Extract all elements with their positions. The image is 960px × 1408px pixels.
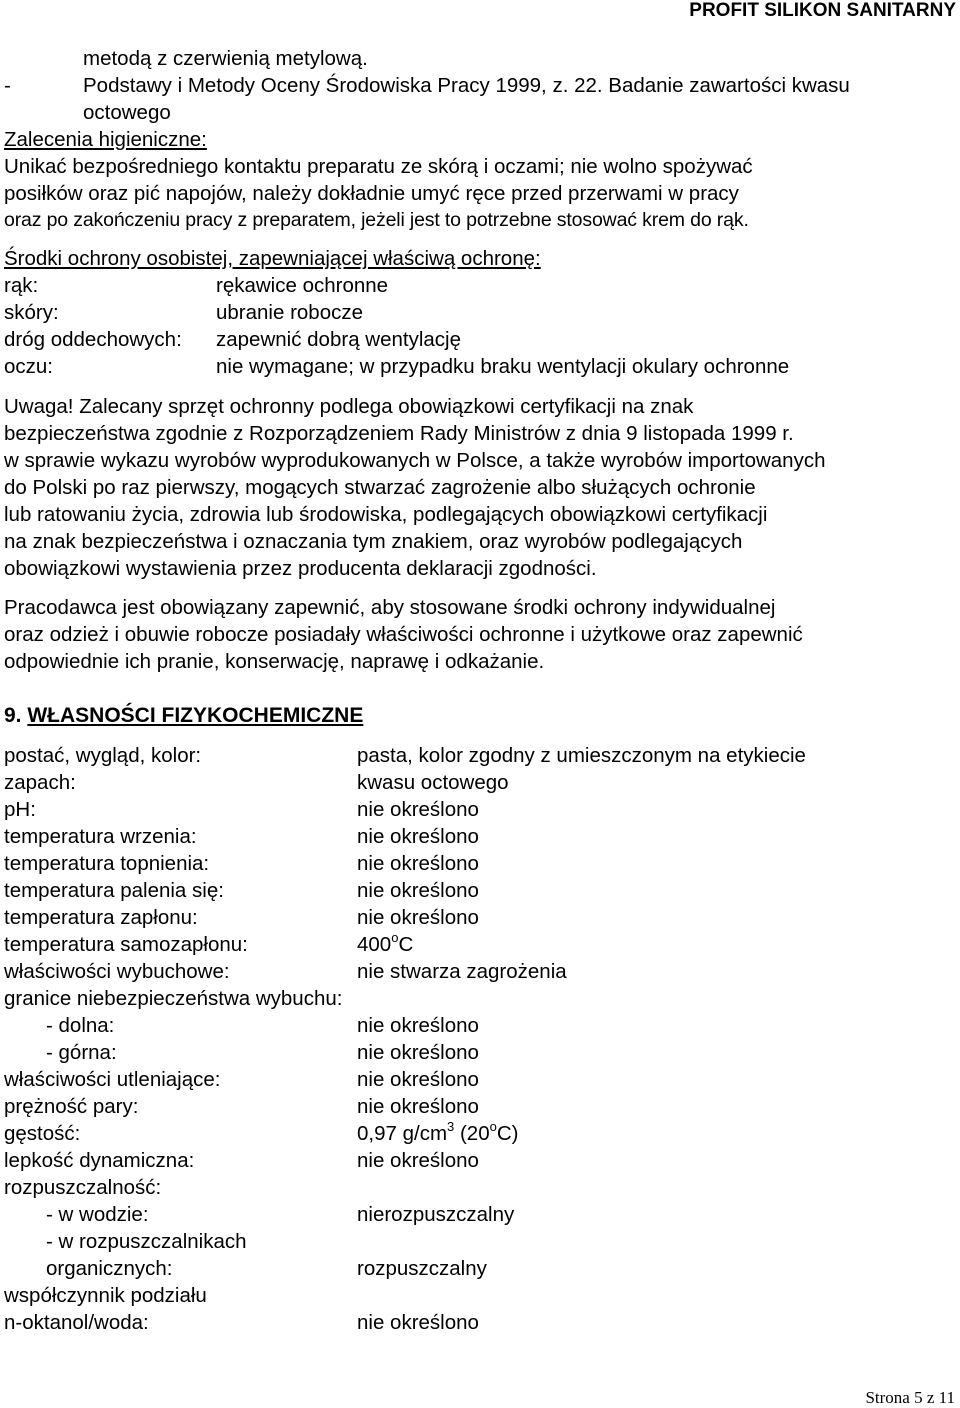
property-value [357,1120,518,1147]
property-label: temperatura zapłonu: [4,906,198,929]
reference-line-2: Podstawy i Metody Oceny Środowiska Pracy 1999, z. 22. Badanie zawartości kwasu [83,74,850,97]
property-label: - górna: [46,1041,117,1064]
property-label: temperatura palenia się: [4,879,224,902]
hygiene-line: Unikać bezpośredniego kontaktu preparatu ze skórą i oczami; nie wolno spożywać [4,155,753,178]
section-heading [4,704,363,728]
section-title: WŁASNOŚCI FIZYKOCHEMICZNE [27,704,364,727]
value-unit: C [398,933,414,956]
property-value: nie określono [357,852,479,875]
property-value: nie określono [357,798,479,821]
property-label: - dolna: [46,1014,115,1037]
degree-superscript: o [391,930,399,946]
degree-superscript: o [489,1119,497,1135]
property-label: temperatura topnienia: [4,852,210,875]
reference-line-3: octowego [83,101,171,124]
property-label: współczynnik podziału [4,1284,207,1307]
employer-line: odpowiednie ich pranie, konserwację, naprawę i odkażanie. [4,650,545,673]
value-part: 0,97 g/cm [357,1122,448,1145]
value-part: (20 [454,1122,490,1145]
ppe-label: oczu: [4,355,53,378]
property-value: nie określono [357,1149,479,1172]
property-label: granice niebezpieczeństwa wybuchu: [4,987,343,1010]
property-label: - w rozpuszczalnikach [46,1230,247,1253]
ppe-label: rąk: [4,274,39,297]
warning-line: lub ratowaniu życia, zdrowia lub środowiska, podlegających obowiązkowi certyfikacji [4,503,768,526]
employer-line: oraz odzież i obuwie robocze posiadały właściwości ochronne i użytkowe oraz zapewnić [4,623,803,646]
property-value: nie określono [357,1014,479,1037]
value-number: 400 [357,933,392,956]
reference-dash: - [4,74,11,97]
warning-line: obowiązkowi wystawienia przez producenta deklaracji zgodności. [4,557,597,580]
property-label: rozpuszczalność: [4,1176,162,1199]
warning-line: do Polski po raz pierwszy, mogących stwarzać zagrożenie albo służących ochronie [4,476,756,499]
hygiene-line: oraz po zakończeniu pracy z preparatem, jeżeli jest to potrzebne stosować krem do rąk. [4,209,749,231]
property-label: - w wodzie: [46,1203,149,1226]
property-value [357,931,413,958]
hygiene-heading: Zalecenia higieniczne: [4,128,207,151]
ppe-value: nie wymagane; w przypadku braku wentylacji okulary ochronne [216,355,790,378]
warning-line: Uwaga! Zalecany sprzęt ochronny podlega obowiązkowi certyfikacji na znak [4,395,694,418]
property-value: nie określono [357,906,479,929]
ppe-value: rękawice ochronne [216,274,389,297]
property-label: n-oktanol/woda: [4,1311,149,1334]
property-value: kwasu octowego [357,771,509,794]
ppe-value: ubranie robocze [216,301,364,324]
property-value: nie określono [357,879,479,902]
reference-line-1: metodą z czerwienią metylową. [83,47,368,70]
property-label: lepkość dynamiczna: [4,1149,195,1172]
property-value: pasta, kolor zgodny z umieszczonym na etykiecie [357,744,806,767]
property-label: zapach: [4,771,76,794]
property-value: nie określono [357,825,479,848]
section-number: 9. [4,704,22,727]
property-label: organicznych: [46,1257,173,1280]
ppe-label: dróg oddechowych: [4,328,182,351]
ppe-heading: Środki ochrony osobistej, zapewniającej właściwą ochronę: [4,247,541,270]
hygiene-line: posiłków oraz pić napojów, należy dokładnie umyć ręce przed przerwami w pracy [4,182,739,205]
property-value: nie określono [357,1095,479,1118]
cube-superscript: 3 [447,1119,455,1135]
property-label: pH: [4,798,36,821]
property-label: gęstość: [4,1122,81,1145]
property-label: właściwości utleniające: [4,1068,221,1091]
employer-line: Pracodawca jest obowiązany zapewnić, aby stosowane środki ochrony indywidualnej [4,596,776,619]
property-value: nie określono [357,1311,479,1334]
warning-line: na znak bezpieczeństwa i oznaczania tym znakiem, oraz wyrobów podlegających [4,530,743,553]
page-number: Strona 5 z 11 [865,1388,955,1407]
warning-line: w sprawie wykazu wyrobów wyprodukowanych w Polsce, a także wyrobów importowanych [4,449,826,472]
property-label: właściwości wybuchowe: [4,960,230,983]
ppe-label: skóry: [4,301,59,324]
property-value: nierozpuszczalny [357,1203,515,1226]
ppe-value: zapewnić dobrą wentylację [216,328,461,351]
property-value: rozpuszczalny [357,1257,487,1280]
property-value: nie określono [357,1041,479,1064]
property-label: postać, wygląd, kolor: [4,744,202,767]
document-header: PROFIT SILIKON SANITARNY [689,0,956,21]
value-part: C) [496,1122,519,1145]
property-value: nie stwarza zagrożenia [357,960,567,983]
property-label: temperatura wrzenia: [4,825,197,848]
property-label: prężność pary: [4,1095,139,1118]
warning-line: bezpieczeństwa zgodnie z Rozporządzeniem Rady Ministrów z dnia 9 listopada 1999 r. [4,422,794,445]
property-label: temperatura samozapłonu: [4,933,248,956]
property-value: nie określono [357,1068,479,1091]
